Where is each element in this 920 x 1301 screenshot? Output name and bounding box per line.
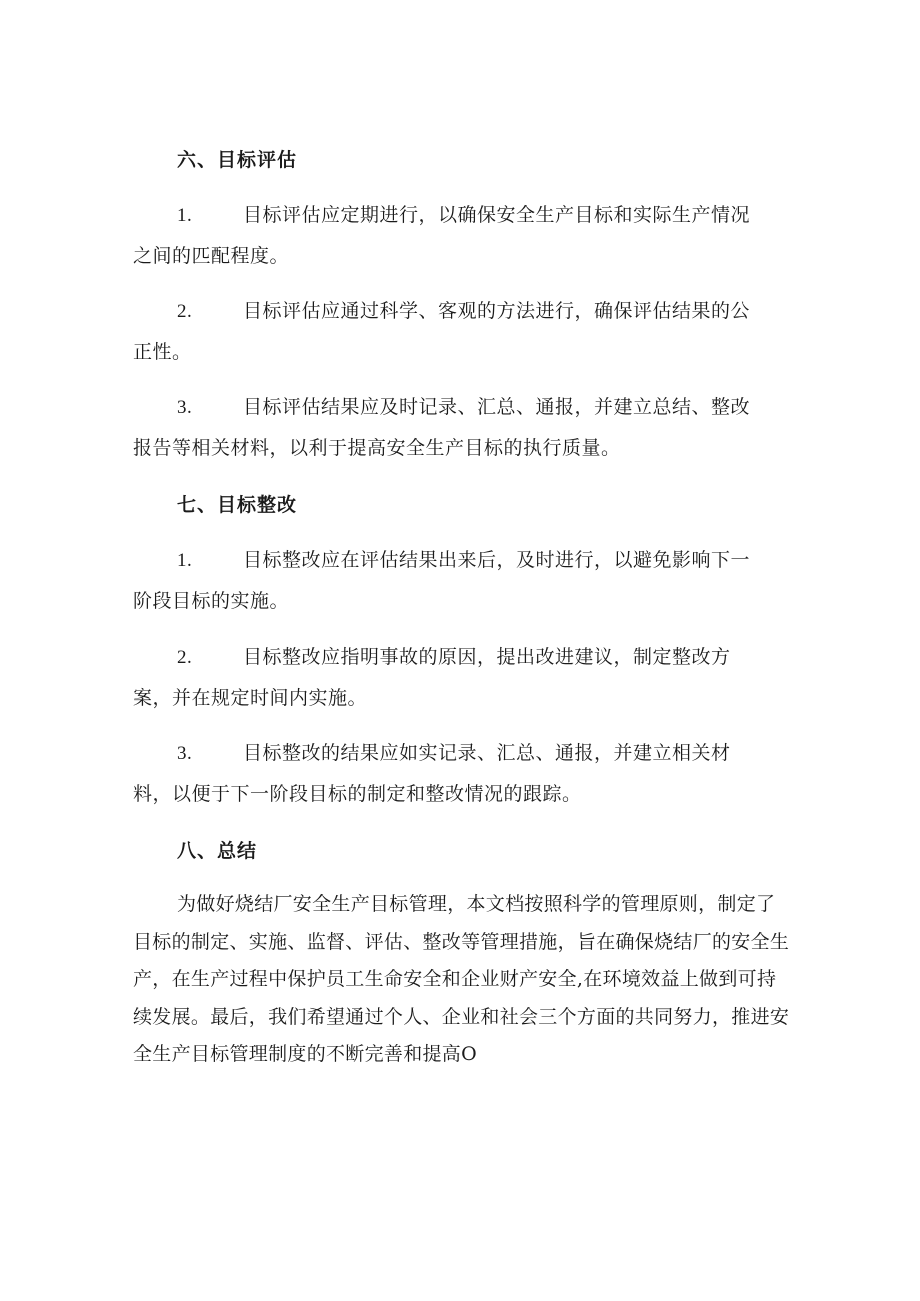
list-item-text: 目标评估结果应及时记录、汇总、通报，并建立总结、整改报告等相关材料，以利于提高安全生产目标的执行质量。 [133,396,751,459]
list-item-text: 目标整改的结果应如实记录、汇总、通报，并建立相关材料，以便于下一阶段目标的制定和整改情况的跟踪。 [133,742,731,805]
list-item-number: 1. [177,550,193,571]
list-item-number: 2. [177,647,193,668]
list-item [133,195,753,276]
list-item [133,387,753,468]
section-heading-summary: 八、总结 [177,840,258,862]
list-item-number: 2. [177,301,193,322]
list-item [133,637,753,718]
list-item [133,540,753,621]
list-item-text: 目标整改应在评估结果出来后，及时进行，以避免影响下一阶段目标的实施。 [133,549,751,612]
list-item [133,291,753,372]
list-item-number: 3. [177,743,193,764]
summary-paragraph: 为做好烧结厂安全生产目标管理，本文档按照科学的管理原则，制定了目标的制定、实施、监督、评估、整改等管理措施，旨在确保烧结厂的安全生产，在生产过程中保护员工生命安全和企业财产安全,在环境效益上做到可持续发展。最后，我们希望通过个人、企业和社会三个方面的共同努力，推进安全生产目标管理制度的不断完善和提高O [133,893,790,1065]
list-item-text: 目标评估应定期进行，以确保安全生产目标和实际生产情况之间的匹配程度。 [133,204,751,267]
list-item-number: 3. [177,397,193,418]
list-item-text: 目标评估应通过科学、客观的方法进行，确保评估结果的公正性。 [133,300,751,363]
section-heading-rectification: 七、目标整改 [177,494,298,516]
list-item [133,733,753,814]
section-heading-evaluation: 六、目标评估 [177,149,298,171]
list-item-text: 目标整改应指明事故的原因，提出改进建议，制定整改方案，并在规定时间内实施。 [133,646,731,709]
list-item-number: 1. [177,205,193,226]
